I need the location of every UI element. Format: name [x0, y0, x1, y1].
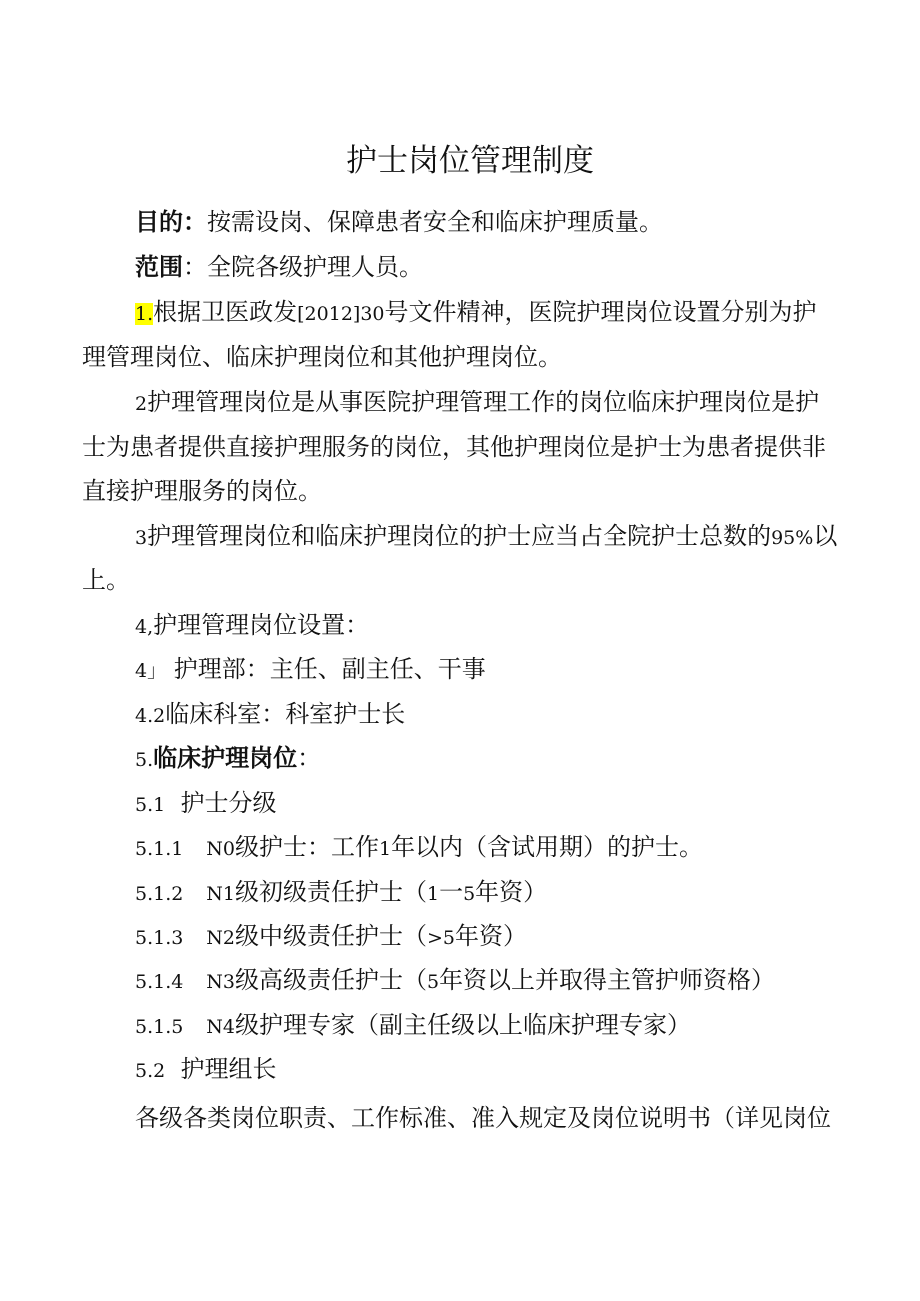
paragraph-1-text-a: 根据卫医政发 — [153, 298, 298, 326]
paragraph-1-line-2: 理管理岗位、临床护理岗位和其他护理岗位。 — [82, 343, 562, 371]
paragraph-5-1-number: 5.1 — [135, 794, 166, 816]
level-number: 5.1.5 — [135, 1016, 184, 1038]
paragraph-5-2-number: 5.2 — [135, 1060, 166, 1082]
paragraph-5 — [135, 736, 321, 782]
paragraph-4-number: 4, — [135, 616, 154, 638]
paragraph-5-colon: ： — [297, 744, 322, 772]
level-code: N1 — [206, 883, 235, 905]
paragraph-1-line-1 — [135, 290, 817, 336]
purpose-label: 目的： — [135, 208, 207, 236]
level-rest: 年资） — [454, 922, 527, 950]
level-dash: 一 — [439, 878, 464, 906]
paragraph-5-number: 5. — [135, 749, 154, 771]
scope-label: 范围 — [135, 253, 183, 281]
level-text: 级中级责任护士（ — [234, 922, 427, 950]
paragraph-4-2-text: 临床科室：科室护士长 — [165, 700, 406, 728]
level-rest: 年资） — [475, 878, 548, 906]
level-code: N3 — [206, 971, 235, 993]
level-number: 5.1.4 — [135, 971, 184, 993]
paragraph-3-text-b: 以 — [813, 522, 838, 550]
paragraph-5-text: 临床护理岗位 — [153, 744, 298, 772]
paragraph-3-line-1 — [135, 514, 837, 560]
document-title: 护士岗位管理制度 — [346, 143, 594, 179]
paragraph-4 — [135, 603, 369, 649]
paragraph-4-2-number: 4.2 — [135, 705, 166, 727]
level-text: 级护士：工作 — [234, 833, 379, 861]
level-code: N4 — [206, 1016, 235, 1038]
level-item — [135, 958, 775, 1004]
paragraph-2-line-1 — [135, 380, 819, 426]
level-text: 级高级责任护士（ — [234, 966, 427, 994]
purpose-line — [135, 200, 663, 244]
paragraph-1-ref: [2012]30 — [297, 303, 385, 325]
level-years: >5 — [426, 927, 455, 949]
level-rest: 年以内（含试用期）的护士。 — [391, 833, 704, 861]
paragraph-5-1 — [135, 781, 276, 827]
level-code: N0 — [206, 838, 235, 860]
paragraph-3-text-a: 护理管理岗位和临床护理岗位的护士应当占全院护士总数的 — [147, 522, 772, 550]
level-item — [135, 914, 527, 960]
purpose-text: 按需设岗、保障患者安全和临床护理质量。 — [207, 208, 663, 236]
level-number: 5.1.3 — [135, 927, 184, 949]
paragraph-4-1 — [135, 647, 486, 693]
scope-text: ：全院各级护理人员。 — [183, 253, 423, 281]
level-number: 5.1.1 — [135, 838, 184, 860]
paragraph-3-number: 3 — [135, 527, 148, 549]
paragraph-1-text-b: 号文件精神，医院护理岗位设置分别为护 — [384, 298, 817, 326]
paragraph-4-1-text: 护理部：主任、副主任、干事 — [173, 655, 486, 683]
paragraph-3-line-2: 上。 — [82, 566, 130, 594]
paragraph-2-line-2: 士为患者提供直接护理服务的岗位，其他护理岗位是护士为患者提供非 — [82, 433, 826, 461]
level-item — [135, 870, 547, 916]
level-text: 级护理专家（副主任级以上临床护理专家） — [234, 1011, 691, 1039]
scope-line — [135, 245, 423, 289]
paragraph-4-2 — [135, 692, 405, 738]
paragraph-2-text-a: 护理管理岗位是从事医院护理管理工作的岗位临床护理岗位是护 — [147, 388, 820, 416]
level-item — [135, 1003, 691, 1049]
level-years-end: 5 — [463, 883, 476, 905]
paragraph-4-text: 护理管理岗位设置： — [153, 611, 370, 639]
level-years: 1 — [426, 883, 440, 905]
highlighted-number: 1. — [135, 303, 154, 325]
closing-line: 各级各类岗位职责、工作标准、准入规定及岗位说明书（详见岗位 — [135, 1104, 831, 1132]
level-item — [135, 825, 703, 871]
paragraph-5-2-text: 护理组长 — [180, 1055, 277, 1083]
level-code: N2 — [206, 927, 235, 949]
paragraph-5-2 — [135, 1047, 276, 1093]
level-number: 5.1.2 — [135, 883, 184, 905]
paragraph-2-number: 2 — [135, 393, 148, 415]
paragraph-2-line-3: 直接护理服务的岗位。 — [82, 477, 322, 505]
level-rest: 年资以上并取得主管护师资格） — [439, 966, 776, 994]
level-years: 1 — [378, 838, 392, 860]
paragraph-3-percent: 95% — [771, 527, 814, 549]
paragraph-5-1-text: 护士分级 — [180, 789, 277, 817]
level-text: 级初级责任护士（ — [234, 878, 427, 906]
level-years: 5 — [426, 971, 440, 993]
paragraph-4-1-number: 4」 — [135, 660, 167, 682]
